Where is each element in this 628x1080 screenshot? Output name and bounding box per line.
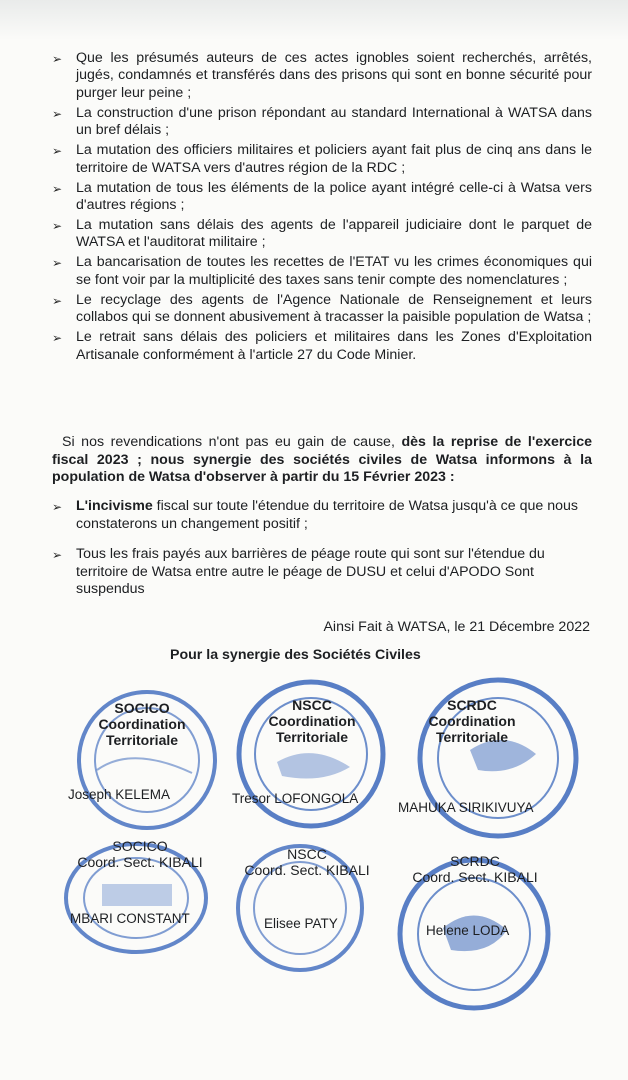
role-line: Coord. Sect. KIBALI	[412, 869, 538, 885]
paragraph-plain: Si nos revendications n'ont pas eu gain de cause,	[62, 434, 402, 450]
role-line: Coord. Sect. KIBALI	[244, 862, 370, 878]
arrow-icon: ➢	[52, 219, 63, 234]
bullet-list	[52, 50, 592, 367]
page-shadow	[0, 0, 628, 40]
arrow-icon: ➢	[52, 331, 63, 346]
list-item: ➢ Le recyclage des agents de l'Agence Nationale de Renseignement et leurs collabos qui se donnent abusivement à tracasser la paisible population de Watsa ;	[52, 291, 592, 326]
list-item: ➢ La mutation sans délais des agents de l'appareil judiciaire dont le parquet de WATSA et l'auditorat militaire ;	[52, 217, 592, 251]
signatory-name: Elisee PATY	[264, 916, 338, 931]
date-line: Ainsi Fait à WATSA, le 21 Décembre 2022	[323, 619, 590, 635]
arrow-icon: ➢	[52, 106, 63, 121]
signatory-name: MBARI CONSTANT	[70, 911, 190, 926]
ultimatum-paragraph	[52, 434, 592, 487]
arrow-icon: ➢	[52, 181, 63, 196]
org-name: SOCICO	[114, 700, 170, 716]
signatory-nscc-sector	[234, 846, 380, 878]
role-line-2: Territoriale	[105, 732, 179, 748]
list-item: ➢ La mutation de tous les éléments de la police ayant intégré celle-ci à Watsa vers d'autres régions ;	[52, 179, 592, 214]
signatory-scrdc-territorial	[422, 697, 522, 745]
signatory-name: Helene LODA	[426, 923, 510, 938]
list-item: ➢ La mutation des officiers militaires et policiers ayant fait plus de cinq ans dans le territoire de WATSA vers d'autres région de la RDC ;	[52, 142, 592, 176]
arrow-icon: ➢	[52, 548, 63, 563]
arrow-icon: ➢	[52, 293, 63, 308]
org-name: NSCC	[292, 697, 332, 713]
role-line-1: Coordination	[428, 713, 516, 729]
list-item: ➢ Tous les frais payés aux barrières de péage route qui sont sur l'étendue du territoire de Watsa entre autre le péage de DUSU et celui d'APODO Sont suspendus	[52, 546, 545, 598]
list-item: ➢ La construction d'une prison répondant au standard International à WATSA dans un bref délais ;	[52, 104, 592, 139]
role-line-1: Coordination	[98, 716, 186, 732]
arrow-icon: ➢	[52, 52, 63, 66]
org-name: NSCC	[287, 846, 327, 862]
signatory-name: Tresor LOFONGOLA	[232, 791, 359, 806]
list-item: ➢ La bancarisation de toutes les recettes de l'ETAT vu les crimes économiques qui se font voir par la multiplicité des taxes sans tenir compte des nomenclatures ;	[52, 254, 592, 288]
arrow-icon: ➢	[52, 256, 63, 271]
paragraph-bold: dès la reprise de l'exercice fiscal 2023 ; nous synergie des sociétés civiles de Watsa informons à la population de Watsa d'observer à partir du 15 Février 2023 :	[52, 434, 592, 486]
org-name: SCRDC	[447, 697, 497, 713]
role-line-2: Territoriale	[435, 729, 509, 745]
arrow-icon: ➢	[52, 144, 63, 159]
signatory-name: Joseph KELEMA	[68, 787, 171, 802]
signatory-nscc-territorial	[257, 697, 367, 745]
org-name: SOCICO	[112, 838, 168, 854]
list-item: ➢ L'incivisme fiscal sur toute l'étendue du territoire de Watsa jusqu'à ce que nous constaterons un changement positif ;	[52, 498, 578, 532]
synergy-title: Pour la synergie des Sociétés Civiles	[170, 647, 421, 663]
signatory-scrdc-sector	[402, 853, 548, 885]
role-line-2: Territoriale	[275, 729, 349, 745]
arrow-icon: ➢	[52, 500, 63, 514]
signatory-socico-territorial	[86, 700, 198, 748]
role-line-1: Coordination	[268, 713, 356, 729]
demands-list	[52, 498, 592, 612]
org-name: SCRDC	[450, 853, 500, 869]
list-item: ➢ Le retrait sans délais des policiers et militaires dans les Zones d'Exploitation Artisanale conformément à l'article 27 du Code Minier.	[52, 329, 592, 363]
signatory-name: MAHUKA SIRIKIVUYA	[398, 800, 534, 815]
list-item: ➢ Que les présumés auteurs de ces actes ignobles soient recherchés, arrêtés, jugés, condamnés et transférés dans des prisons qui sont en bonne sécurité pour purger leur peine ;	[52, 50, 592, 101]
signatory-socico-sector	[70, 838, 210, 870]
role-line: Coord. Sect. KIBALI	[77, 854, 203, 870]
